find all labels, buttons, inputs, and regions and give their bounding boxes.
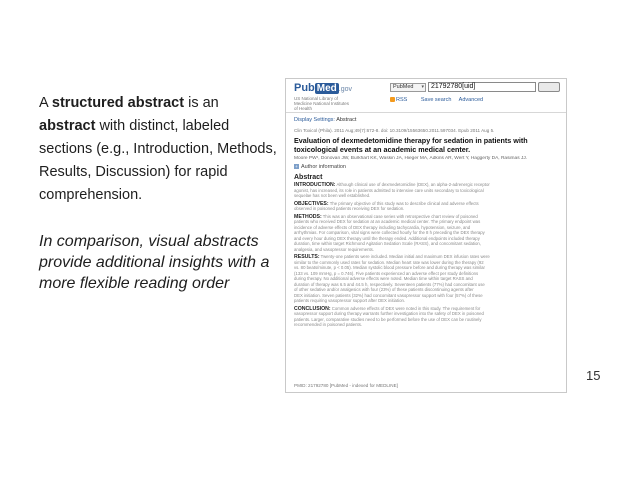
abstract-line: arrhythmias. For comparison, vital signs were collected hourly for the 8 h preceding the DEX therapy [294,230,485,235]
abstract-section [294,214,560,253]
abstract-section [294,254,560,304]
definition-term-abstract: abstract [39,118,96,134]
visual-abstract-comparison: In comparison, visual abstracts provide additional insights with a more flexible reading order [39,233,270,292]
display-settings-link[interactable]: Display Settings: [294,117,335,123]
logo-med-text: Med [316,83,337,94]
display-format: Abstract [336,117,357,123]
abstract-line: vasopressor support during therapy warrants further investigation into the safety of DEX in poisoned [294,311,484,316]
section-label: OBJECTIVES: [294,200,329,206]
citation-line: Clin Toxicol (Phila). 2011 Aug;49(7):672-8. doi: 10.3109/15563650.2011.597034. Epub 2011 Aug 5. [294,128,495,133]
abstract-sections [294,182,560,328]
advanced-link[interactable]: Advanced [458,97,484,103]
abstract-line: duration of therapy was 6.5 and 44.5 h, respectively. Seventeen patients (77%) had concomitant use [294,281,485,287]
database-select[interactable] [390,83,426,92]
search-input[interactable]: 21792780[uid] [428,82,536,92]
definition-part2: is an [184,95,219,111]
pubmed-logo[interactable] [294,82,352,94]
search-links [390,97,489,103]
abstract-line: patients who received DEX for sedation at an academic medical center. The primary endpoint was [294,219,481,224]
section-label: INTRODUCTION: [294,182,336,188]
abstract-line: observed in poisoned patients receiving DEX for sedation. [294,206,405,211]
abstract-line: duration, time within target Richmond Agitation Sedation Scale (RASS), and concomitant sedation, [294,241,482,246]
section-label: CONCLUSION: [294,305,331,311]
section-text: The primary objective of this study was to describe clinical and adverse effects [328,200,479,206]
definition-term-structured-abstract: structured abstract [51,95,185,111]
rss-link[interactable] [390,97,413,103]
logo-pub-text: Pub [294,82,315,94]
abstract-line: and every hour during DEX therapy until the therapy ended. Additional endpoints included therapy [294,235,480,241]
structured-abstract-definition [39,92,279,207]
rss-icon [390,97,395,102]
author-information-toggle[interactable] [294,164,346,170]
chevron-down-icon: ▾ [421,84,424,90]
abstract-line: DEX initiation. Seven patients (32%) had concomitant vasopressor support with four (57%) of these [294,292,483,298]
abstract-section [294,182,560,199]
abstract-line: recommended in poisoned patients. [294,322,363,327]
abstract-body [294,174,560,330]
abstract-line: during therapy. No additional adverse effects were noted. Median time within target RASS and [294,276,473,281]
abstract-section [294,306,560,328]
section-text: Although clinical use of dexmedetomidine (DEX), an alpha-2-adrenergic receptor [335,182,490,187]
definition-part3: with distinct, labeled sections (e.g., Introduction, Methods, Results, Discussion) for rapid comprehension. [39,118,277,203]
abstract-line: agonist, has increased, its role in patients admitted to intensive care units secondary to toxicological [294,187,484,193]
pubmed-screenshot [285,78,567,393]
abstract-heading: Abstract [294,174,323,181]
pmid-line: PMID: 21792780 [PubMed - indexed for MEDLINE] [294,383,398,388]
abstract-line: of other sedative and/or analgesics with four (23%) of these patients discontinuing agents after [294,287,474,292]
nlm-label: US National Library of Medicine National Institutes of Health [294,96,350,111]
pubmed-header [286,79,566,113]
abstract-line: sequelae has not been well established. [294,193,371,198]
section-text: Common adverse effects of DEX were noted in this study. The requirement for [330,305,481,311]
search-button[interactable] [538,82,560,92]
definition-part1: A [39,95,52,111]
article-title: Evaluation of dexmedetomidine therapy for sedation in patients with toxicological events at an academic medical center. [294,136,528,154]
abstract-line: analgesia, and vasopressor requirements. [294,246,375,252]
abstract-section [294,201,560,212]
logo-gov-text: .gov [338,86,353,93]
abstract-line: patients requiring vasopressor support after DEX initiation. [294,298,406,303]
section-label: RESULTS: [294,254,320,260]
abstract-line: vs. 80 beats/minute, p < 0.05). Median systolic blood pressure before and during therapy was similar [294,265,485,270]
abstract-line: incidence of adverse effects of DEX therapy including tachycardia, hypotension, seizure, and [294,224,471,230]
author-information-label: Author information [301,164,346,170]
section-text: Twenty-one patients were included. Median initial and maximum DEX infusion rates were [319,254,490,259]
rss-link-label: RSS [396,97,408,103]
page-number: 15 [586,368,601,383]
abstract-line: similar to the commonly used rates for sedation. Median heart rate was lower during the therapy (92 [294,259,484,265]
slide-text [39,92,279,294]
display-settings [294,117,356,123]
author-list: Moore PW¹, Donovan JW, Burkhart KK, Waskin JA, Hieger MA, Adkins AR, Wert Y, Haggerty DA, Rasimas JJ. [294,156,528,161]
save-search-link[interactable]: Save search [420,97,452,103]
expand-plus-icon: + [295,164,298,169]
abstract-line: (133 vs. 109 mmHg, p = 0.746). Five patients experienced an adverse effect per study definitions [294,270,479,276]
section-label: METHODS: [294,213,322,219]
database-select-value: PubMed [393,84,414,90]
abstract-line: patients. Larger, comparative studies need to be performed before the use of DEX can be routinely [294,316,482,322]
section-text: This was an observational case series with retrospective chart review of poisoned [321,213,478,219]
